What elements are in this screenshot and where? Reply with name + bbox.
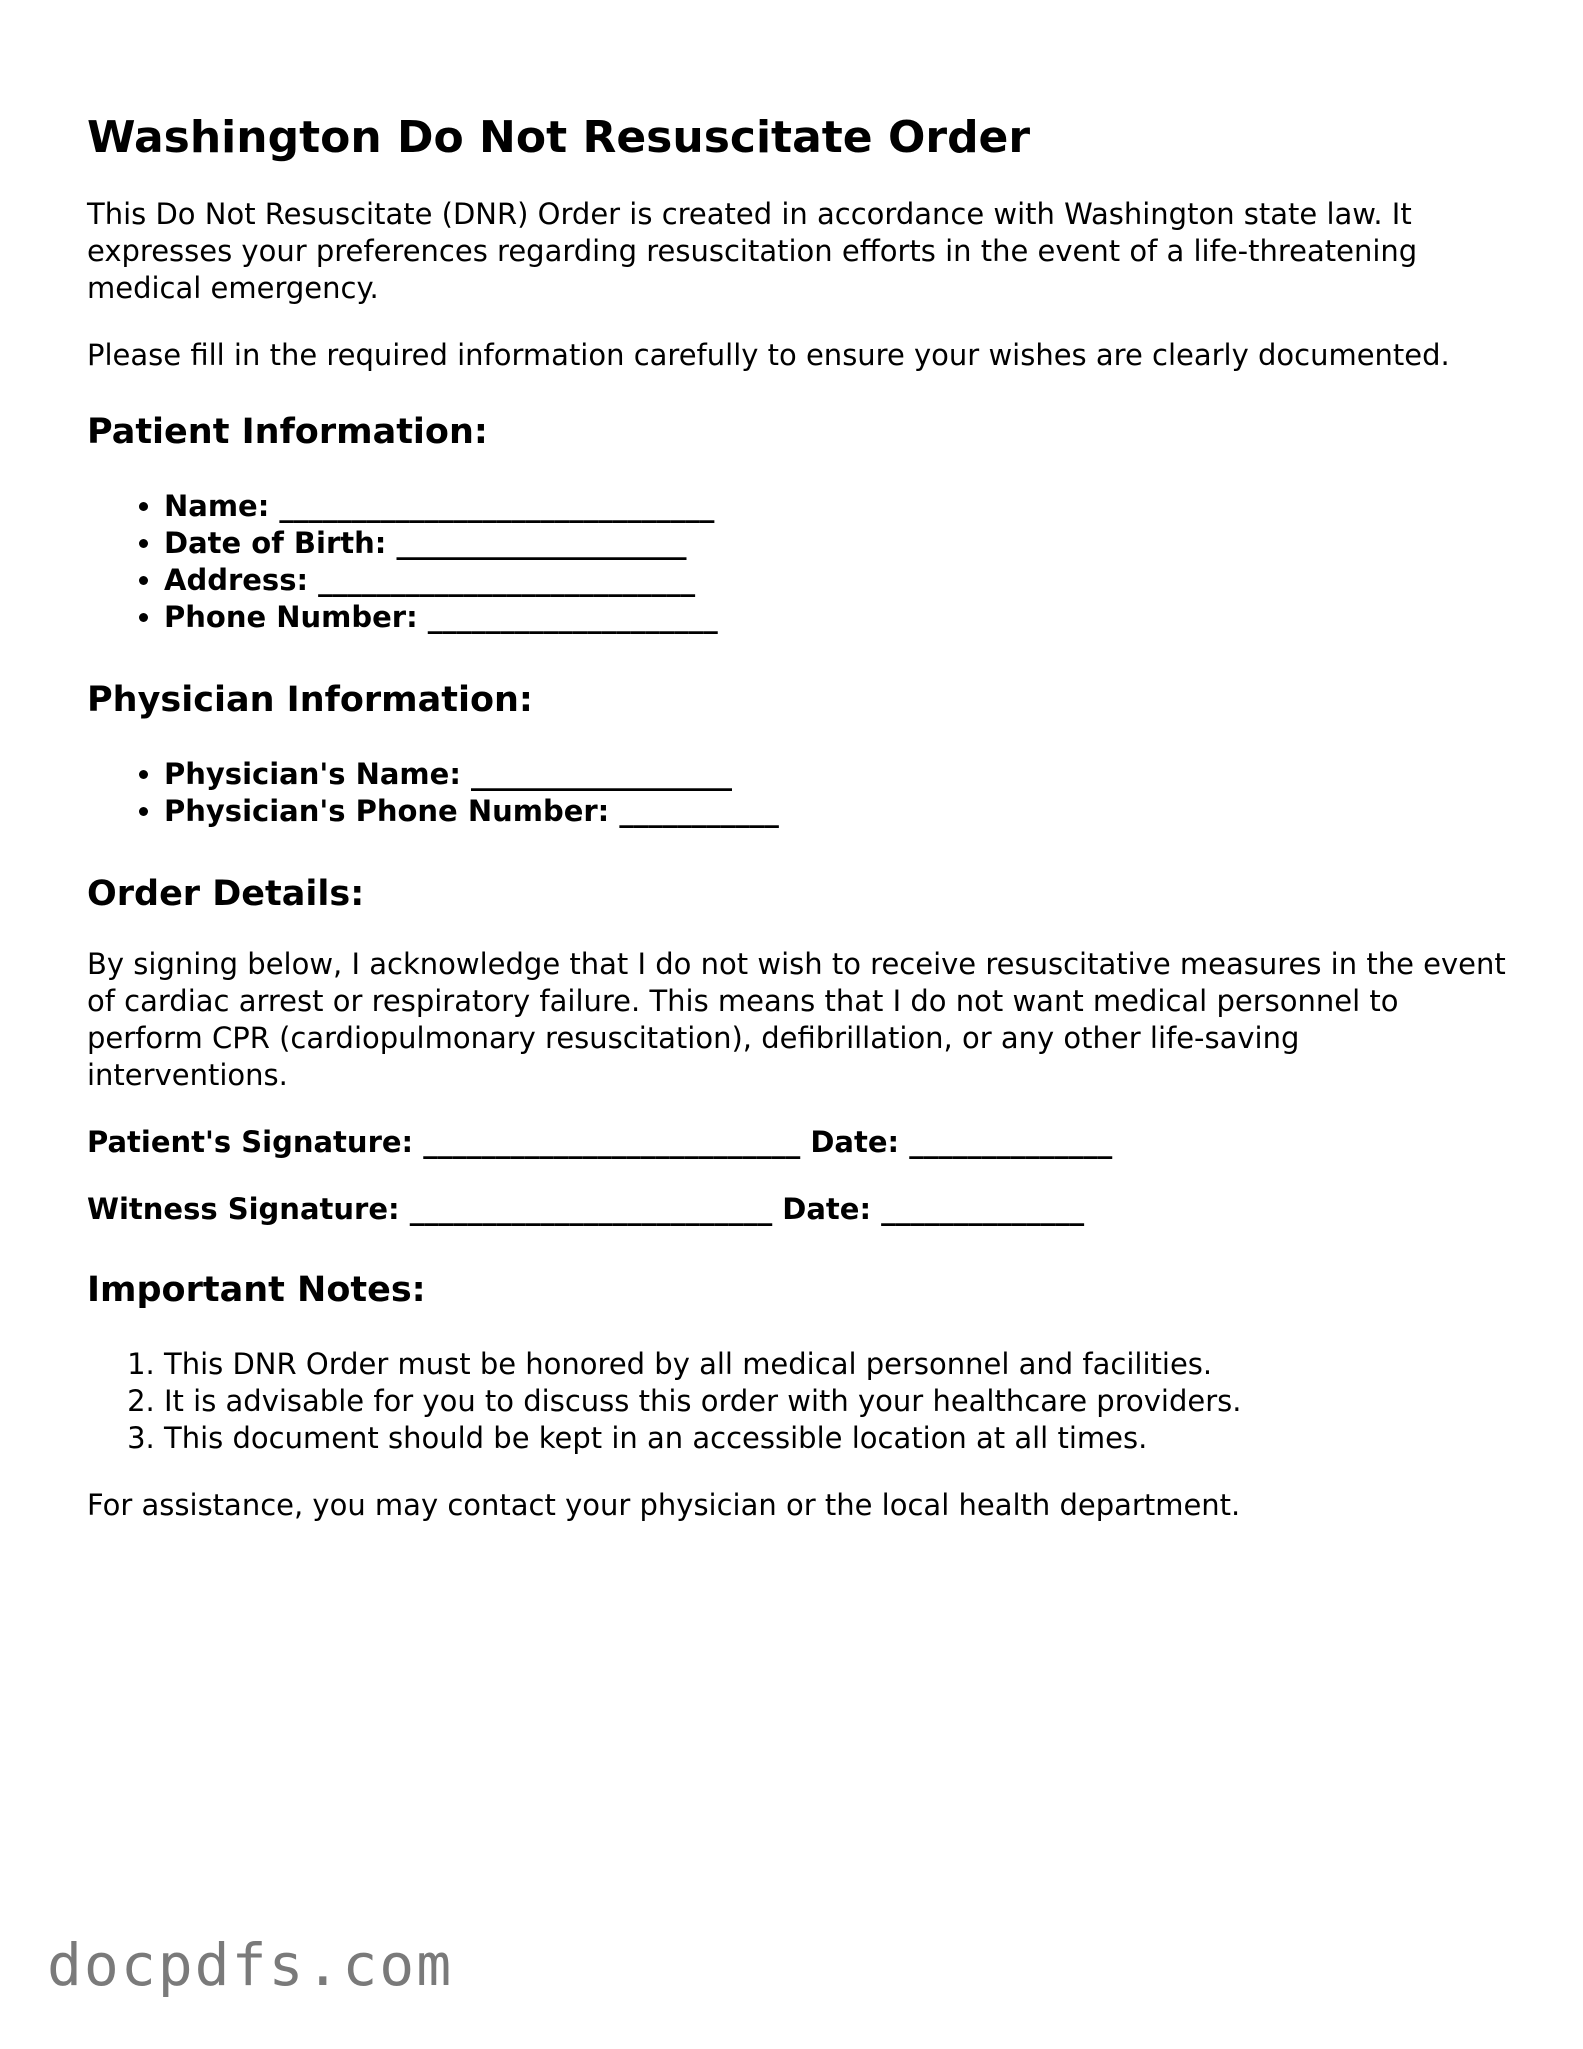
witness-signature-line[interactable]: Witness Signature: _________________________ Date: ______________ <box>87 1192 1085 1226</box>
note-item: 1. This DNR Order must be honored by all medical personnel and facilities. <box>164 1346 1507 1383</box>
physician-name-field[interactable]: • Physician's Name: __________________ <box>164 756 1507 793</box>
important-notes-list <box>87 1346 1507 1457</box>
patient-dob-field[interactable]: • Date of Birth: ____________________ <box>164 525 1507 562</box>
note-item: 3. This document should be kept in an accessible location at all times. <box>164 1420 1507 1457</box>
assistance-text: For assistance, you may contact your physician or the local health department. <box>87 1488 1241 1522</box>
patient-address-field[interactable]: • Address: __________________________ <box>164 562 1507 599</box>
patient-information-heading: Patient Information: <box>87 412 488 452</box>
note-item: 2. It is advisable for you to discuss this order with your healthcare providers. <box>164 1383 1507 1420</box>
physician-phone-field[interactable]: • Physician's Phone Number: ___________ <box>164 793 1507 830</box>
patient-signature-line[interactable]: Patient's Signature: __________________________ Date: ______________ <box>87 1125 1113 1159</box>
patient-name-field[interactable]: • Name: ______________________________ <box>164 488 1507 525</box>
physician-fields-list <box>87 756 1507 830</box>
document-title: Washington Do Not Resuscitate Order <box>87 112 1031 163</box>
order-details-text: By signing below, I acknowledge that I do not wish to receive resuscitative measures in the event of cardiac arrest or respiratory failure. This means that I do not want medical personnel to perform CPR (cardiopulmonary resuscitation), defibrillation, or any other life-saving interventions. <box>87 947 1506 1092</box>
patient-fields-list <box>87 488 1507 636</box>
important-notes-heading: Important Notes: <box>87 1270 426 1310</box>
physician-information-heading: Physician Information: <box>87 680 533 720</box>
patient-phone-field[interactable]: • Phone Number: ____________________ <box>164 599 1507 636</box>
intro-paragraph: This Do Not Resuscitate (DNR) Order is created in accordance with Washington state law. It expresses your preferences regarding resuscitation efforts in the event of a life-threatening medical emergency. <box>87 197 1418 305</box>
order-details-heading: Order Details: <box>87 874 365 914</box>
instructions-paragraph: Please fill in the required information carefully to ensure your wishes are clearly documented. <box>87 338 1450 372</box>
watermark: docpdfs.com <box>47 1931 454 1999</box>
document-page <box>87 96 1507 1524</box>
